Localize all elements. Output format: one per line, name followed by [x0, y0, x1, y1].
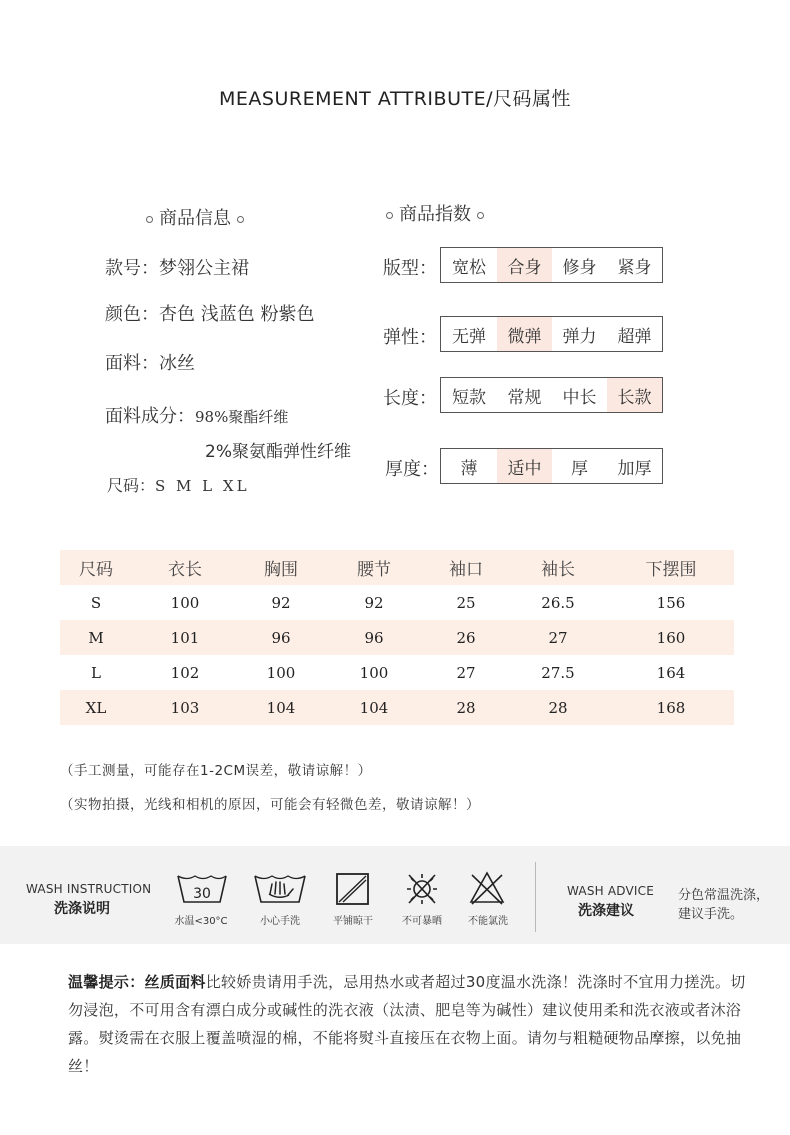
composition-info [105, 402, 288, 428]
index-option: 加厚 [617, 458, 652, 479]
wash-divider [535, 862, 536, 932]
table-cell: 104 [359, 698, 389, 717]
table-header-cell: 下摆围 [645, 560, 697, 580]
composition-label: 面料成分： [105, 406, 195, 427]
no-bleach-icon [468, 870, 506, 910]
wash-advice-cn: 洗涤建议 [578, 903, 634, 919]
dry-flat-icon [335, 872, 371, 910]
table-cell: 100 [266, 663, 296, 682]
hand-wash-icon [252, 872, 308, 910]
bullet-icon [146, 216, 153, 223]
table-header-row [60, 550, 734, 585]
size-info [107, 473, 250, 496]
index-row-label: 版型： [383, 258, 437, 279]
table-cell: 26.5 [541, 593, 575, 612]
table-cell: 104 [266, 698, 296, 717]
table-row [60, 585, 734, 620]
bullet-icon [477, 212, 484, 219]
wash-30-icon [175, 872, 229, 910]
table-cell: 92 [364, 593, 384, 612]
bullet-icon [386, 212, 393, 219]
composition-line-1: 98%聚酯纤维 [195, 408, 289, 426]
no-bleach-caption: 不能氯洗 [468, 916, 508, 927]
index-heading-label: 商品指数 [399, 204, 471, 225]
table-cell: XL [85, 698, 107, 717]
table-row [60, 655, 734, 690]
index-option: 修身 [562, 257, 597, 278]
table-cell: 27 [548, 628, 568, 647]
table-cell: L [91, 663, 101, 682]
table-cell: 26 [456, 628, 476, 647]
size-table [60, 550, 734, 725]
table-cell: 25 [456, 593, 476, 612]
wash-advice-en: WASH ADVICE [567, 884, 655, 898]
table-cell: 28 [456, 698, 476, 717]
table-cell: 96 [271, 628, 291, 647]
color-info: 颜色：杏色 浅蓝色 粉紫色 [105, 304, 315, 325]
wash-advice-text-1: 分色常温洗涤， [678, 888, 770, 903]
index-option: 薄 [460, 458, 478, 479]
index-option: 短款 [452, 387, 486, 408]
index-option: 微弹 [497, 317, 552, 351]
wash-instruction-en: WASH INSTRUCTION [26, 882, 152, 896]
table-header-cell: 袖口 [449, 560, 483, 580]
style-number: 款号：梦翎公主裙 [105, 258, 249, 279]
index-option-box [440, 377, 663, 413]
no-sun-caption: 不可暴晒 [402, 916, 442, 927]
table-cell: 96 [364, 628, 384, 647]
table-cell: S [90, 593, 102, 612]
index-option: 适中 [497, 449, 552, 483]
index-option-box [440, 316, 663, 352]
index-option-box [440, 448, 663, 484]
table-cell: 164 [656, 663, 686, 682]
table-header-cell: 衣长 [168, 560, 202, 580]
wash-30-caption: 水温<30°C [174, 916, 228, 927]
table-cell: 168 [656, 698, 686, 717]
tips-bold: 丝质面料 [144, 973, 206, 991]
care-tips [68, 968, 758, 1080]
index-heading [380, 200, 490, 226]
index-option: 超弹 [617, 326, 652, 347]
info-heading-label: 商品信息 [159, 208, 231, 229]
table-cell: 103 [170, 698, 200, 717]
index-option: 厚 [571, 458, 588, 479]
table-cell: M [88, 628, 104, 647]
color-note: （实物拍摄，光线和相机的原因，可能会有轻微色差，敬请谅解！） [60, 797, 480, 813]
table-header-cell: 尺码 [79, 560, 113, 580]
table-cell: 101 [170, 628, 200, 647]
index-option: 常规 [507, 387, 542, 408]
index-option: 长款 [607, 378, 662, 412]
table-cell: 27.5 [541, 663, 575, 682]
table-cell: 92 [271, 593, 291, 612]
index-option: 紧身 [617, 257, 652, 278]
index-option: 弹力 [562, 326, 597, 347]
index-option: 宽松 [452, 257, 486, 278]
index-option: 中长 [562, 387, 597, 408]
hand-wash-caption: 小心手洗 [260, 916, 300, 927]
fabric-info: 面料：冰丝 [105, 353, 195, 374]
page-title: MEASUREMENT ATTRIBUTE/尺码属性 [219, 88, 571, 110]
table-header-cell: 袖长 [541, 560, 575, 580]
table-cell: 100 [359, 663, 389, 682]
wash-temp-label: 30 [193, 886, 211, 902]
tips-lead: 温馨提示： [68, 973, 145, 991]
table-row [60, 620, 734, 655]
bullet-icon [237, 216, 244, 223]
no-sun-icon [404, 872, 440, 910]
wash-instruction-cn: 洗涤说明 [54, 901, 110, 917]
index-option-box [440, 247, 663, 283]
table-header-cell: 腰节 [357, 560, 391, 580]
index-row-label: 厚度： [385, 459, 439, 480]
dry-flat-caption: 平铺晾干 [333, 916, 373, 927]
wash-advice-text-2: 建议手洗。 [678, 907, 744, 922]
size-values: S M L XL [155, 477, 250, 495]
table-cell: 156 [656, 593, 686, 612]
table-header-cell: 胸围 [264, 560, 298, 580]
index-row-label: 长度： [383, 388, 437, 409]
table-cell: 100 [170, 593, 200, 612]
index-row-label: 弹性： [383, 327, 437, 348]
index-option: 合身 [497, 248, 552, 282]
measure-note: （手工测量，可能存在1-2CM误差，敬请谅解！） [60, 763, 372, 779]
composition-line-2: 2%聚氨酯弹性纤维 [205, 442, 351, 462]
table-row [60, 690, 734, 725]
index-option: 无弹 [452, 326, 486, 347]
table-cell: 27 [456, 663, 476, 682]
table-cell: 28 [548, 698, 568, 717]
table-cell: 160 [656, 628, 686, 647]
info-heading [140, 204, 250, 230]
size-label: 尺码： [107, 476, 156, 495]
table-cell: 102 [170, 663, 200, 682]
tips-text: 比较娇贵请用手洗，忌用热水或者超过30度温水洗涤！洗涤时不宜用力搓洗。切勿浸泡，不可用含有漂白成分或碱性的洗衣液（汰渍、肥皂等为碱性）建议使用柔和洗衣液或者沐浴露。熨烫需在衣服上覆盖喷湿的棉，不能将熨斗直接压在衣物上面。请勿与粗糙硬物品摩擦，以免抽丝！ [68, 973, 746, 1075]
